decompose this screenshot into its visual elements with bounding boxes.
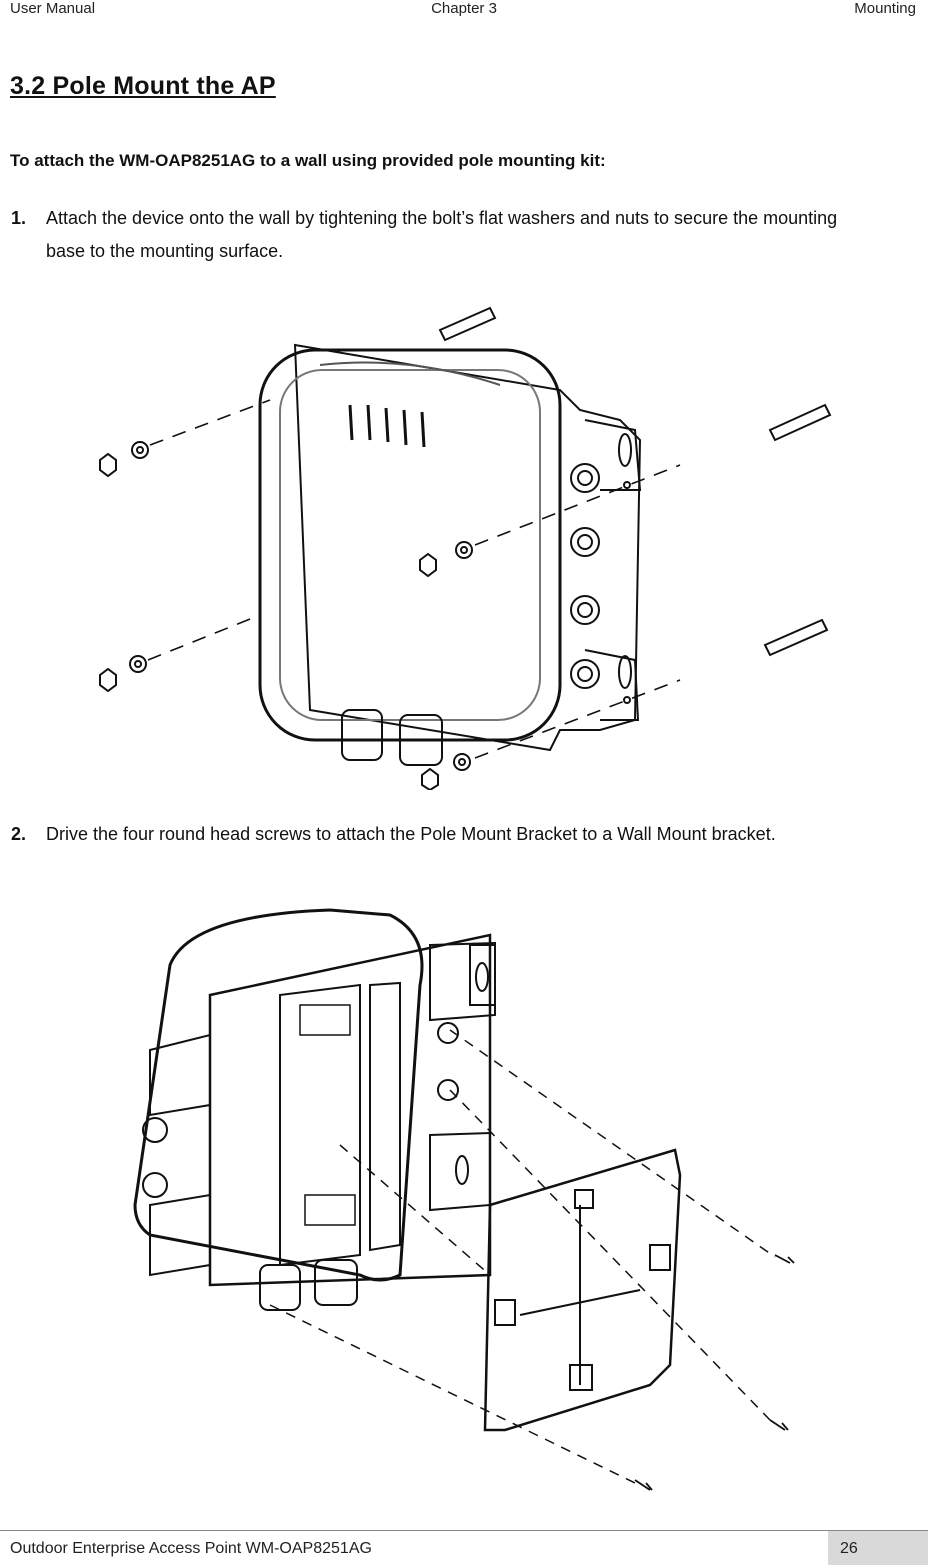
step-1 [11, 202, 866, 268]
step-2-number: 2. [11, 824, 27, 844]
section-title: 3.2 Pole Mount the AP [10, 72, 276, 100]
step-2 [11, 818, 866, 851]
footer-product-name: Outdoor Enterprise Access Point WM-OAP8251AG [10, 1540, 372, 1557]
header-section: Mounting [854, 0, 916, 17]
procedure-subtitle: To attach the WM-OAP8251AG to a wall using provided pole mounting kit: [10, 151, 606, 170]
figure-wall-mount [80, 290, 860, 790]
footer-divider [0, 1530, 928, 1531]
step-2-text: Drive the four round head screws to attach the Pole Mount Bracket to a Wall Mount bracket. [46, 824, 776, 844]
step-1-text: Attach the device onto the wall by tightening the bolt’s flat washers and nuts to secure the mounting base to the mounting surface. [46, 208, 838, 261]
page-number-box [828, 1531, 928, 1565]
page-number: 26 [840, 1540, 858, 1557]
figure-pole-mount-bracket [130, 905, 820, 1505]
header-chapter: Chapter 3 [431, 0, 497, 17]
step-1-number: 1. [11, 208, 27, 228]
header-doc-title: User Manual [10, 0, 96, 17]
